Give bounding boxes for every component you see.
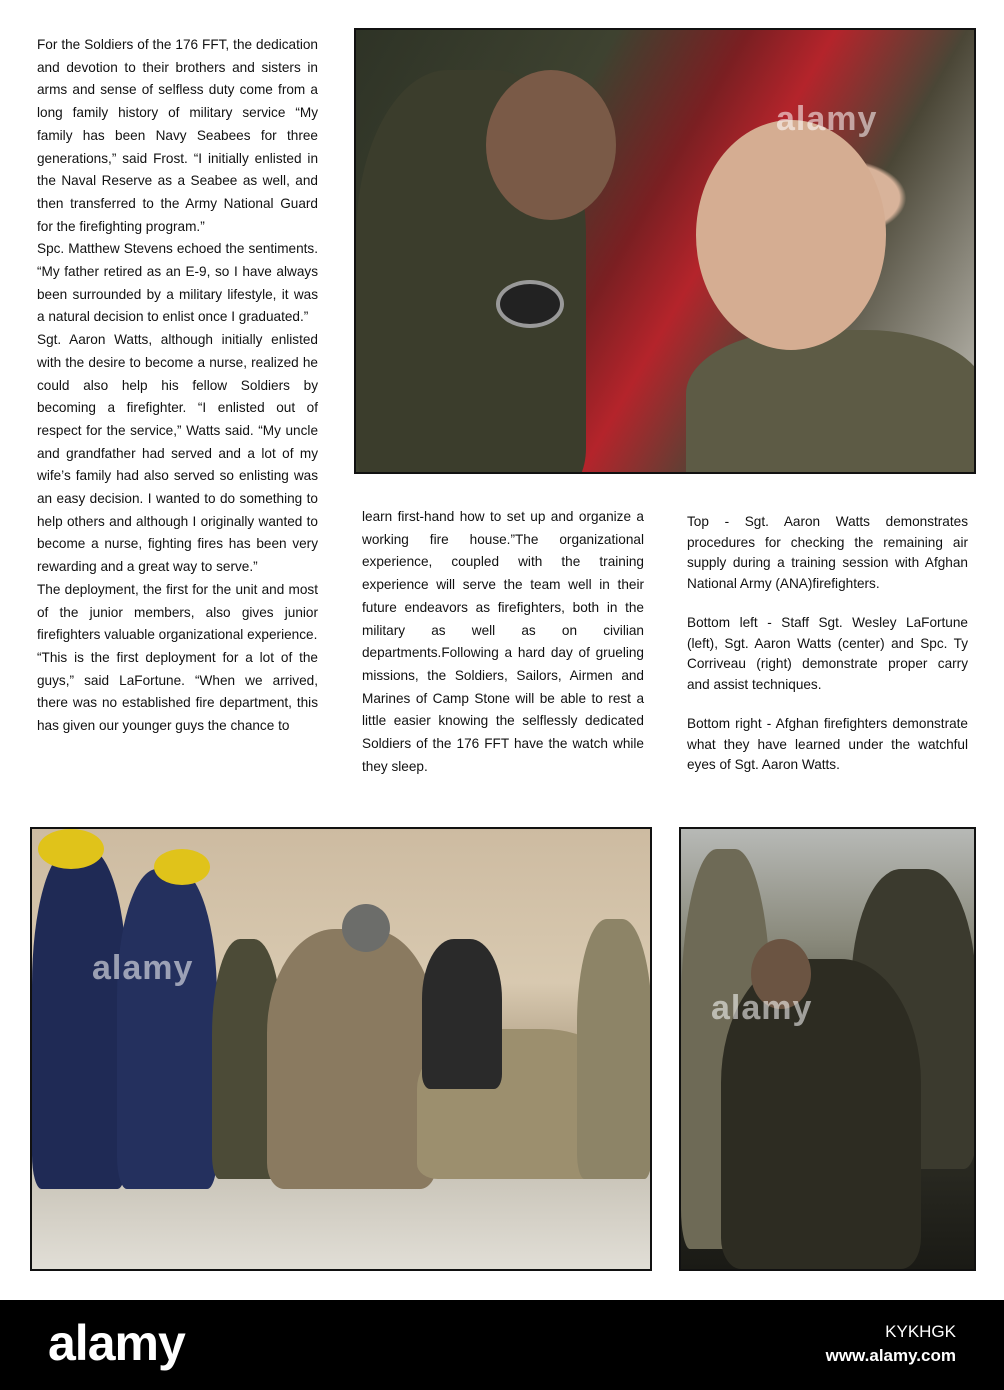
firefighter-figure [117,869,217,1189]
instructor-head [342,904,390,952]
pressure-gauge [496,280,564,328]
paragraph: “This is the first deployment for a lot of the guys,” said LaFortune. “When we arrived, there was no established fire department, this has given our younger guys the chance to [37,649,318,734]
soldier-right-uniform [686,330,976,474]
image-code: KYKHGK [885,1322,956,1341]
watermark: alamy [776,100,878,138]
civilian-figure [422,939,502,1089]
soldier-left-head [486,70,616,220]
photo-captions [687,512,968,795]
paragraph: Sgt. Aaron Watts, although initially enlisted with the desire to become a nurse, realized he could also help his fellow Soldiers by becoming a firefighter. “I enlisted out of respect for the service,” Watts said. “My uncle and grandfather had served and a lot of my wife’s family had also served so enlisting was an easy decision. I wanted to do something to help others and although I originally wanted to become a nurse, fighting fires has been very rewarding and a great way to serve.” [37,332,318,575]
soldier-right-head [696,120,886,350]
watermark: alamy [711,989,813,1027]
photo-bottom-right-afghan-firefighters [679,827,976,1271]
paragraph: Spc. Matthew Stevens echoed the sentiments. “My father retired as an E-9, so I have always been surrounded by a military lifestyle, it was a natural decision to enlist once I graduated.” [37,241,318,325]
firefighter-helmet [38,829,104,869]
footer-url[interactable]: www.alamy.com [825,1346,956,1365]
soldier-standing-figure [577,919,652,1179]
instructor-figure [267,929,437,1189]
caption-bottom-left: Bottom left - Staff Sgt. Wesley LaFortune (left), Sgt. Aaron Watts (center) and Spc. Ty Corriveau (right) demonstrate proper carry and assist techniques. [687,615,968,692]
article-middle-column [362,506,644,778]
watermark: alamy [92,949,194,987]
firefighter-helmet [154,849,210,885]
firefighter-figure [32,849,127,1189]
paragraph: The deployment, the first for the unit and most of the junior members, also gives junior firefighters valuable organizational experience. [37,581,318,643]
stock-footer-bar [0,1300,1004,1390]
paragraph: For the Soldiers of the 176 FFT, the dedication and devotion to their brothers and sisters in arms and sense of selfless duty come from a long family history of military service “My family has been Navy Seabees for three generations,” said Frost. “I initially enlisted in the Naval Reserve as a Seabee as well, and then transferred to the Army National Guard for the firefighting program.” [37,37,318,234]
paragraph: learn first-hand how to set up and organize a working fire house.”The organizational experience, coupled with the training experience will serve the team well in their future endeavors as firefighters, both in the military as well as on civilian departments.Following a hard day of grueling missions, the Soldiers, Sailors, Airmen and Marines of Camp Stone will be able to rest a little easier knowing the selflessly dedicated Soldiers of the 176 FFT have the watch while they sleep. [362,509,644,774]
caption-top: Top - Sgt. Aaron Watts demonstrates procedures for checking the remaining air supply during a training session with Afghan National Army (ANA)firefighters. [687,514,968,591]
alamy-logo: alamy [48,1315,185,1371]
caption-bottom-right: Bottom right - Afghan firefighters demonstrate what they have learned under the watchful eyes of Sgt. Aaron Watts. [687,716,968,772]
photo-bottom-left-carry-demo [30,827,652,1271]
photo-top-air-supply-check [354,28,976,474]
article-left-column [37,34,318,738]
